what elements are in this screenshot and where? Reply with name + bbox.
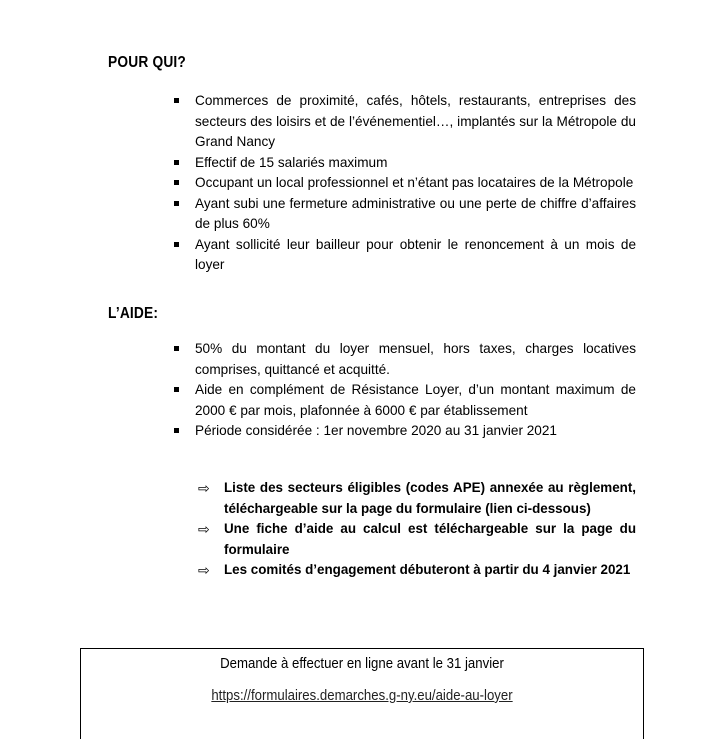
request-info-box	[80, 648, 644, 739]
list-item	[168, 153, 636, 174]
bullet-square-icon	[174, 160, 179, 165]
list-item-text: Ayant subi une fermeture administrative ou une perte de chiffre d’affaires de plus 60%	[195, 195, 636, 231]
list-item	[168, 339, 636, 380]
list-item	[168, 173, 636, 194]
arrow-right-icon: ⇨	[198, 562, 210, 578]
list-item-text: Période considérée : 1er novembre 2020 au 31 janvier 2021	[195, 423, 557, 438]
notes-list	[198, 478, 636, 581]
section-heading-aide: L’AIDE:	[108, 305, 159, 322]
list-item-text: 50% du montant du loyer mensuel, hors taxes, charges locatives comprises, quittancé et acquitté.	[195, 341, 636, 377]
list-item-text: Ayant sollicité leur bailleur pour obtenir le renoncement à un mois de loyer	[195, 236, 636, 272]
bullet-square-icon	[174, 346, 179, 351]
section-heading-pour-qui: POUR QUI?	[108, 54, 187, 71]
list-item	[168, 380, 636, 421]
bullet-square-icon	[174, 242, 179, 247]
form-link[interactable]: https://formulaires.demarches.g-ny.eu/aide-au-loyer	[211, 687, 513, 704]
note-item	[198, 519, 636, 560]
note-item	[198, 478, 636, 519]
arrow-right-icon: ⇨	[198, 480, 210, 496]
arrow-right-icon: ⇨	[198, 521, 210, 537]
bullet-list-pour-qui	[168, 91, 636, 276]
bullet-list-aide	[168, 339, 636, 442]
bullet-square-icon	[174, 428, 179, 433]
list-item	[168, 421, 636, 442]
list-item	[168, 91, 636, 153]
note-text: Liste des secteurs éligibles (codes APE) annexée au règlement, téléchargeable sur la page du formulaire (lien ci-dessous)	[224, 480, 636, 516]
list-item-text: Aide en complément de Résistance Loyer, d’un montant maximum de 2000 € par mois, plafonnée à 6000 € par établissement	[195, 382, 636, 418]
list-item	[168, 194, 636, 235]
list-item	[168, 235, 636, 276]
list-item-text: Commerces de proximité, cafés, hôtels, restaurants, entreprises des secteurs des loisirs et de l’événementiel…, implantés sur la Métropole du Grand Nancy	[195, 93, 636, 149]
bullet-square-icon	[174, 180, 179, 185]
bullet-square-icon	[174, 201, 179, 206]
note-text: Une fiche d’aide au calcul est téléchargeable sur la page du formulaire	[224, 521, 636, 557]
note-item	[198, 560, 636, 581]
deadline-text: Demande à effectuer en ligne avant le 31 janvier	[220, 655, 504, 672]
list-item-text: Effectif de 15 salariés maximum	[195, 154, 388, 170]
bullet-square-icon	[174, 98, 179, 103]
list-item-text: Occupant un local professionnel et n’étant pas locataires de la Métropole	[195, 175, 634, 190]
note-text: Les comités d’engagement débuteront à partir du 4 janvier 2021	[224, 562, 631, 577]
bullet-square-icon	[174, 387, 179, 392]
